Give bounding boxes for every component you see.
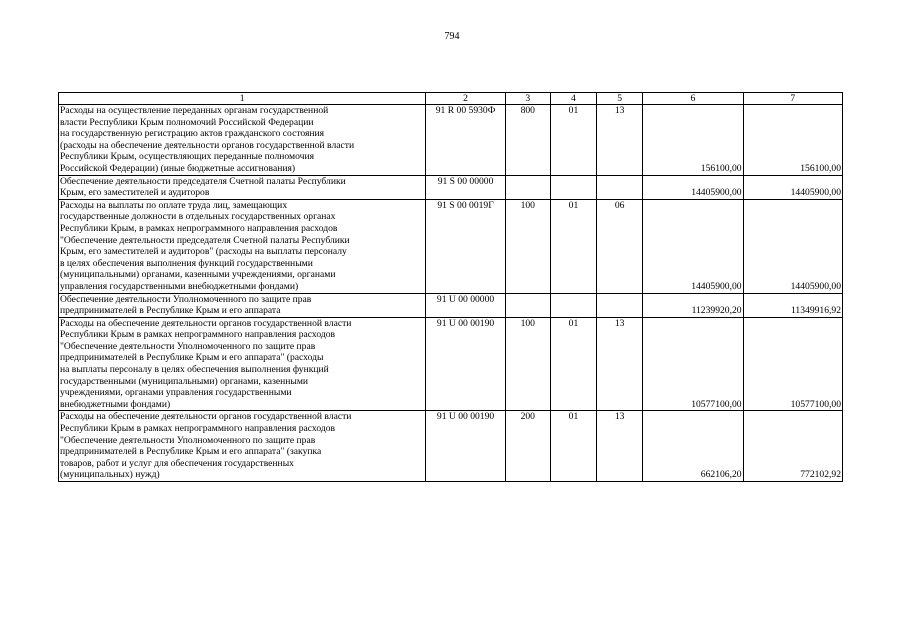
expense-type-code: 100: [505, 199, 550, 293]
expense-name-line: внебюджетными фондами): [60, 398, 171, 410]
subsection-code: 13: [597, 411, 643, 482]
section-code: 01: [550, 317, 596, 411]
expense-type-code: 200: [505, 411, 550, 482]
target-article-code: 91 U 00 00190: [426, 411, 505, 482]
subsection-code: 13: [597, 317, 643, 411]
section-code: 01: [550, 105, 596, 176]
amount-year-2: 156100,00: [743, 105, 842, 176]
budget-table-body: [59, 93, 843, 482]
column-header: 5: [597, 93, 643, 105]
subsection-code: [597, 293, 643, 317]
expense-name-cell: [59, 411, 426, 482]
expense-name-line: Российской Федерации) (иные бюджетные ассигнования): [60, 162, 296, 174]
table-row: [59, 105, 843, 176]
expense-name-line: Расходы на осуществление переданных органам государственной: [60, 105, 329, 116]
section-code: [550, 175, 596, 199]
expense-name-line: Крым, его заместителей и аудиторов" (расходы на выплаты персоналу: [60, 246, 347, 258]
amount-year-2: 14405900,00: [743, 175, 842, 199]
subsection-code: 06: [597, 199, 643, 293]
expense-name-line: предпринимателей в Республике Крым и его аппарата" (закупка: [60, 446, 322, 458]
expense-name-line: (муниципальных) нужд): [60, 469, 160, 481]
expense-name-line: Расходы на обеспечение деятельности органов государственной власти: [60, 317, 352, 329]
table-row: [59, 293, 843, 317]
column-header: 1: [59, 93, 426, 105]
expense-name-line: товаров, работ и услуг для обеспечения государственных: [60, 457, 294, 469]
expense-name-line: государственными (муниципальными) органами, казенными: [60, 375, 309, 387]
page-number: 794: [444, 31, 460, 42]
expense-name-cell: [59, 199, 426, 293]
expense-name-line: предпринимателей в Республике Крым и его аппарата: [60, 305, 281, 317]
expense-name-cell: [59, 175, 426, 199]
expense-name-line: (муниципальными) органами, казенными учреждениями, органами: [60, 269, 336, 281]
target-article-code: 91 S 00 00000: [426, 175, 505, 199]
expense-name-line: Обеспечение деятельности Уполномоченного по защите прав: [60, 293, 312, 305]
expense-name-line: Республики Крым, в рамках непрограммного направления расходов: [60, 222, 338, 234]
subsection-code: 13: [597, 105, 643, 176]
column-header: 3: [505, 93, 550, 105]
table-row: [59, 411, 843, 482]
section-code: 01: [550, 411, 596, 482]
table-row: [59, 175, 843, 199]
expense-name-line: предпринимателей в Республике Крым и его аппарата" (расходы: [60, 352, 324, 364]
amount-year-1: 14405900,00: [643, 199, 743, 293]
subsection-code: [597, 175, 643, 199]
expense-name-line: на государственную регистрацию актов гражданского состояния: [60, 128, 325, 140]
expense-type-code: [505, 175, 550, 199]
expense-name-line: учреждениями, органами управления государственными: [60, 387, 292, 399]
budget-table: [58, 92, 843, 482]
expense-name-line: "Обеспечение деятельности Уполномоченного по защите прав: [60, 434, 316, 446]
amount-year-2: 772102,92: [743, 411, 842, 482]
amount-year-2: 10577100,00: [743, 317, 842, 411]
expense-name-line: власти Республики Крым полномочий Российской Федерации: [60, 116, 314, 128]
expense-name-line: государственные должности в отдельных государственных органах: [60, 211, 336, 223]
expense-name-line: Крым, его заместителей и аудиторов: [60, 187, 210, 199]
expense-name-line: Республики Крым в рамках непрограммного направления расходов: [60, 329, 336, 341]
expense-name-line: Республики Крым, осуществляющих переданные полномочия: [60, 151, 314, 163]
column-header: 4: [550, 93, 596, 105]
amount-year-1: 156100,00: [643, 105, 743, 176]
amount-year-1: 10577100,00: [643, 317, 743, 411]
expense-name-line: "Обеспечение деятельности председателя Счетной палаты Республики: [60, 234, 350, 246]
column-header: 6: [643, 93, 743, 105]
target-article-code: 91 U 00 00190: [426, 317, 505, 411]
amount-year-2: 14405900,00: [743, 199, 842, 293]
expense-name-line: в целях обеспечения выполнения функций государственными: [60, 257, 313, 269]
expense-name-line: "Обеспечение деятельности Уполномоченного по защите прав: [60, 340, 316, 352]
expense-name-line: Республики Крым в рамках непрограммного направления расходов: [60, 423, 336, 435]
table-row: [59, 317, 843, 411]
amount-year-1: 662106,20: [643, 411, 743, 482]
expense-name-cell: [59, 317, 426, 411]
expense-name-line: Расходы на обеспечение деятельности органов государственной власти: [60, 411, 352, 423]
expense-type-code: 100: [505, 317, 550, 411]
expense-name-line: Расходы на выплаты по оплате труда лиц, замещающих: [60, 199, 288, 211]
expense-name-line: на выплаты персоналу в целях обеспечения выполнения функций: [60, 364, 329, 376]
column-header: 7: [743, 93, 842, 105]
table-row: [59, 199, 843, 293]
expense-name-line: Обеспечение деятельности председателя Счетной палаты Республики: [60, 175, 346, 187]
column-header: 2: [426, 93, 505, 105]
expense-type-code: [505, 293, 550, 317]
expense-name-line: управления государственными внебюджетными фондами): [60, 280, 299, 292]
expense-name-line: (расходы на обеспечение деятельности органов государственной власти: [60, 139, 355, 151]
expense-name-cell: [59, 293, 426, 317]
target-article-code: 91 R 00 5930Ф: [426, 105, 505, 176]
column-number-row: [59, 93, 843, 105]
expense-type-code: 800: [505, 105, 550, 176]
section-code: 01: [550, 199, 596, 293]
amount-year-1: 11239920,20: [643, 293, 743, 317]
section-code: [550, 293, 596, 317]
expense-name-cell: [59, 105, 426, 176]
amount-year-2: 11349916,92: [743, 293, 842, 317]
target-article-code: 91 S 00 0019Г: [426, 199, 505, 293]
amount-year-1: 14405900,00: [643, 175, 743, 199]
target-article-code: 91 U 00 00000: [426, 293, 505, 317]
